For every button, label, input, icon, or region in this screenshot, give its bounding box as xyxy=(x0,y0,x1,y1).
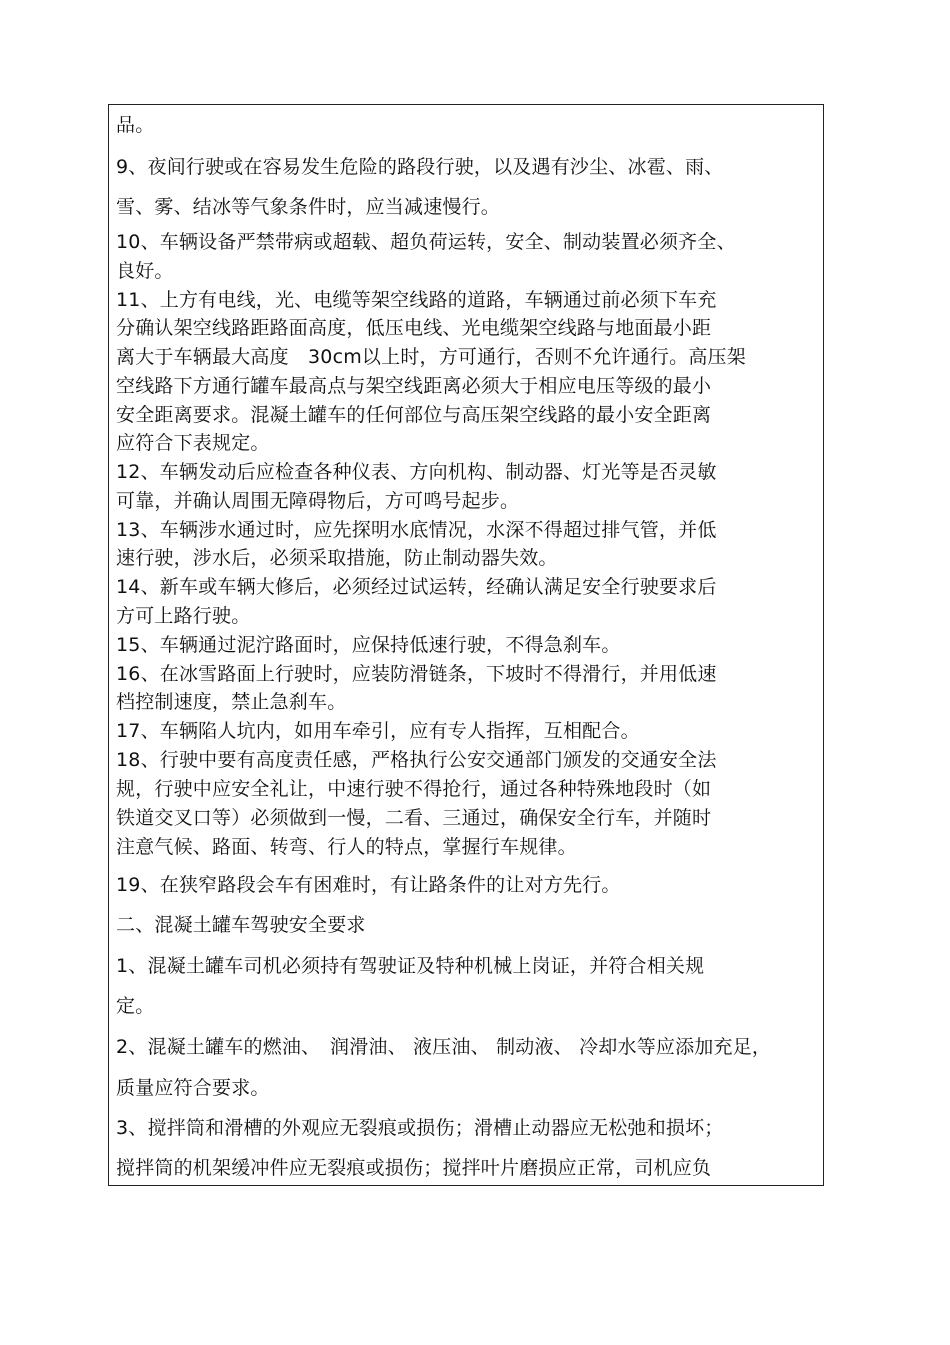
text-line: 13、车辆涉水通过时，应先探明水底情况，水深不得超过排气管，并低 xyxy=(116,519,717,541)
text-line: 品。 xyxy=(116,114,155,136)
text-line: 安全距离要求。混凝土罐车的任何部位与高压架空线路的最小安全距离 xyxy=(116,404,712,426)
text-line: 方可上路行驶。 xyxy=(116,605,251,627)
text-line: 空线路下方通行罐车最高点与架空线距离必须大于相应电压等级的最小 xyxy=(116,375,712,397)
text-line: 质量应符合要求。 xyxy=(116,1077,270,1099)
text-line: 良好。 xyxy=(116,260,174,282)
text-line: 17、车辆陷人坑内，如用车牵引，应有专人指挥，互相配合。 xyxy=(116,720,640,742)
text-line: 可靠，并确认周围无障碍物后，方可鸣号起步。 xyxy=(116,490,520,512)
text-line: 1、混凝土罐车司机必须持有驾驶证及特种机械上岗证，并符合相关规 xyxy=(116,955,705,977)
text-line: 注意气候、路面、转弯、行人的特点，掌握行车规律。 xyxy=(116,836,577,858)
text-line: 12、车辆发动后应检查各种仪表、方向机构、制动器、灯光等是否灵敏 xyxy=(116,461,717,483)
text-line: 10、车辆设备严禁带病或超载、超负荷运转，安全、制动装置必须齐全、 xyxy=(116,231,736,253)
text-line: 19、在狭窄路段会车有困难时，有让路条件的让对方先行。 xyxy=(116,874,621,896)
text-line: 3、搅拌筒和滑槽的外观应无裂痕或损伤；滑槽止动器应无松弛和损坏； xyxy=(116,1117,724,1139)
text-line: 雪、雾、结冰等气象条件时，应当减速慢行。 xyxy=(116,196,501,218)
text-line: 离大于车辆最大高度 30cm以上时，方可通行，否则不允许通行。高压架 xyxy=(116,346,746,368)
text-line: 搅拌筒的机架缓冲件应无裂痕或损伤；搅拌叶片磨损应正常，司机应负 xyxy=(116,1157,712,1179)
text-line: 铁道交叉口等）必须做到一慢，二看、三通过，确保安全行车，并随时 xyxy=(116,807,712,829)
text-line: 14、新车或车辆大修后，必须经过试运转，经确认满足安全行驶要求后 xyxy=(116,576,717,598)
text-line: 11、上方有电线，光、电缆等架空线路的道路，车辆通过前必须下车充 xyxy=(116,289,717,311)
text-line: 2、混凝土罐车的燃油、 润滑油、 液压油、 制动液、 冷却水等应添加充足， xyxy=(116,1036,772,1058)
text-line: 应符合下表规定。 xyxy=(116,432,270,454)
text-line: 9、夜间行驶或在容易发生危险的路段行驶，以及遇有沙尘、冰雹、雨、 xyxy=(116,156,724,178)
text-line: 分确认架空线路距路面高度，低压电线、光电缆架空线路与地面最小距 xyxy=(116,317,712,339)
text-line: 16、在冰雪路面上行驶时，应装防滑链条，下坡时不得滑行，并用低速 xyxy=(116,663,717,685)
text-line: 定。 xyxy=(116,995,155,1017)
text-line: 速行驶，涉水后，必须采取措施，防止制动器失效。 xyxy=(116,547,558,569)
section-heading: 二、混凝土罐车驾驶安全要求 xyxy=(116,914,366,936)
text-line: 18、行驶中要有高度责任感，严格执行公安交通部门颁发的交通安全法 xyxy=(116,749,717,771)
text-line: 规，行驶中应安全礼让，中速行驶不得抢行，通过各种特殊地段时（如 xyxy=(116,778,712,800)
text-line: 15、车辆通过泥泞路面时，应保持低速行驶，不得急刹车。 xyxy=(116,634,621,656)
text-line: 档控制速度，禁止急刹车。 xyxy=(116,691,347,713)
